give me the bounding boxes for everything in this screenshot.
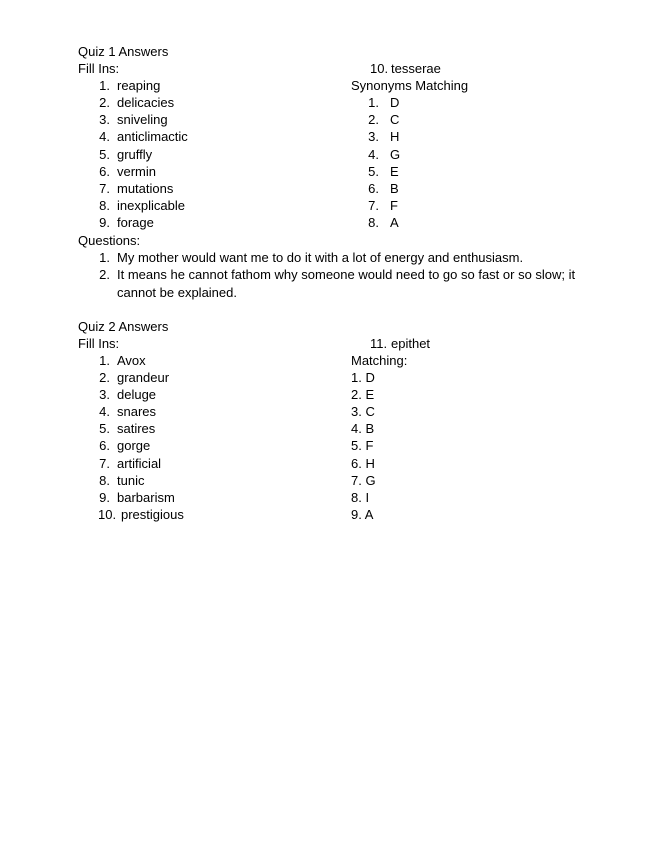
item-number: 7. (99, 181, 110, 196)
item-number: 5. (99, 421, 110, 436)
quiz2-title: Quiz 2 Answers (78, 319, 169, 334)
quiz1-questions-label: Questions: (78, 233, 141, 248)
item-number: 9. (99, 215, 110, 230)
list-item: 4. B (351, 421, 375, 436)
quiz1-fill-ins-label: Fill Ins: (78, 61, 120, 76)
item-number: 2. (99, 267, 110, 282)
list-item: 1. D (351, 370, 375, 385)
item-answer: E (390, 164, 399, 179)
item-number: 8. (99, 473, 110, 488)
item-answer: Avox (117, 353, 146, 368)
item-answer: D (390, 95, 400, 110)
item-answer: inexplicable (117, 198, 185, 213)
item-number: 7. (99, 456, 110, 471)
item-answer: F (390, 198, 398, 213)
list-item: 2. E (351, 387, 375, 402)
item-answer: mutations (117, 181, 174, 196)
item-number: 4. (368, 147, 379, 162)
item-number: 1. (99, 78, 110, 93)
item-number: 8. (368, 215, 379, 230)
item-answer: artificial (117, 456, 162, 471)
item-number: 1. (368, 95, 379, 110)
item-number: 4. (99, 404, 110, 419)
item-answer: tunic (117, 473, 145, 488)
item-answer: H (390, 129, 400, 144)
item-number: 3. (368, 129, 379, 144)
item-number: 8. (99, 198, 110, 213)
item-number: 1. (99, 250, 110, 265)
item-number: 10. (370, 61, 389, 76)
item-answer: C (390, 112, 400, 127)
list-item: 3. C (351, 404, 375, 419)
item-number: 6. (99, 164, 110, 179)
item-answer: reaping (117, 78, 161, 93)
item-number: 11. (370, 336, 388, 351)
item-answer: epithet (391, 336, 431, 351)
item-answer: snares (117, 404, 157, 419)
quiz2-matching-label: Matching: (351, 353, 408, 368)
quiz2-fill-ins-label: Fill Ins: (78, 336, 120, 351)
quiz1-title: Quiz 1 Answers (78, 44, 169, 59)
list-item: 5. F (351, 438, 374, 453)
list-item: 8. I (351, 490, 370, 505)
item-number: 3. (99, 387, 110, 402)
item-number: 10. (98, 507, 117, 522)
item-answer: vermin (117, 164, 157, 179)
item-answer: delicacies (117, 95, 175, 110)
quiz1-synonyms-label: Synonyms Matching (351, 78, 469, 93)
item-number: 2. (368, 112, 379, 127)
list-item: 6. H (351, 456, 375, 471)
item-answer: prestigious (121, 507, 184, 522)
item-answer: It means he cannot fathom why someone would need to go so fast or so slow; it cannot be explained. (117, 267, 576, 300)
item-answer: grandeur (117, 370, 170, 385)
item-number: 7. (368, 198, 379, 213)
item-answer: anticlimactic (117, 129, 188, 144)
item-answer: barbarism (117, 490, 175, 505)
item-answer: gorge (117, 438, 151, 453)
list-item: 9. A (351, 507, 374, 522)
item-number: 5. (368, 164, 379, 179)
item-answer: My mother would want me to do it with a lot of energy and enthusiasm. (117, 250, 524, 265)
item-answer: gruffly (117, 147, 153, 162)
item-answer: A (390, 215, 399, 230)
item-number: 2. (99, 95, 110, 110)
item-number: 9. (99, 490, 110, 505)
item-number: 6. (368, 181, 379, 196)
item-number: 2. (99, 370, 110, 385)
item-answer: tesserae (391, 61, 441, 76)
item-number: 5. (99, 147, 110, 162)
item-answer: B (390, 181, 399, 196)
item-number: 3. (99, 112, 110, 127)
item-answer: deluge (117, 387, 157, 402)
item-answer: satires (117, 421, 156, 436)
item-answer: forage (117, 215, 154, 230)
list-item: 7. G (351, 473, 376, 488)
item-answer: sniveling (117, 112, 168, 127)
item-number: 4. (99, 129, 110, 144)
item-answer: G (390, 147, 401, 162)
item-number: 6. (99, 438, 110, 453)
item-number: 1. (99, 353, 110, 368)
